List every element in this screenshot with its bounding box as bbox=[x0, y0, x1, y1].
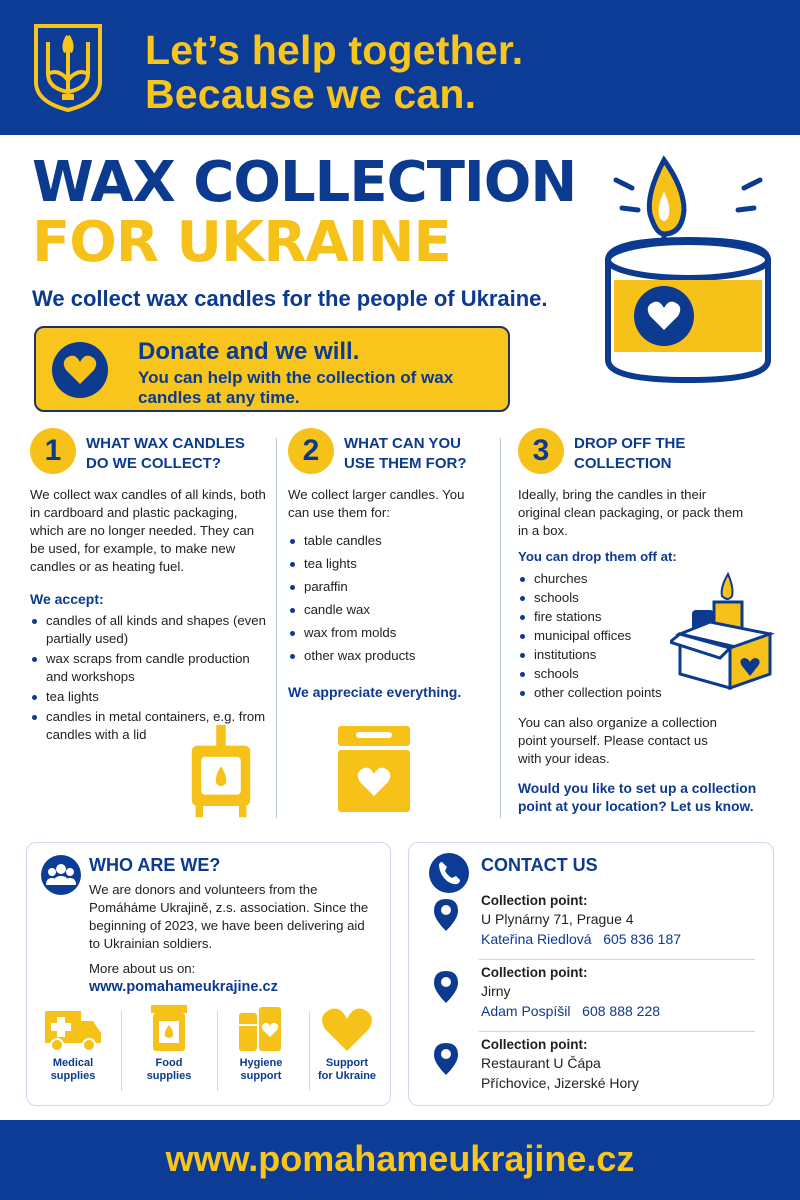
service-medical bbox=[27, 1003, 119, 1098]
location-pin-icon bbox=[431, 897, 461, 933]
service-label bbox=[27, 1057, 119, 1083]
heart-icon bbox=[315, 1003, 379, 1053]
column-title-line1: WHAT CAN YOU bbox=[344, 435, 461, 452]
collection-point bbox=[429, 965, 769, 1025]
column-title-line2: USE THEM FOR? bbox=[344, 455, 467, 472]
service-label-line1: Medical bbox=[52, 1057, 94, 1069]
box-candles-icon bbox=[670, 564, 780, 694]
collection-point bbox=[429, 1037, 769, 1097]
collection-point-address: U Plynárny 71, Prague 4 bbox=[481, 911, 634, 927]
list-item: other wax products bbox=[288, 647, 488, 665]
contact-person bbox=[481, 931, 681, 947]
column-divider bbox=[500, 438, 501, 818]
header-tagline bbox=[145, 28, 523, 116]
donate-title: Donate and we will. bbox=[138, 338, 360, 365]
collection-point-address-line2: Příchovice, Jizerské Hory bbox=[481, 1075, 639, 1091]
accept-heading: We accept: bbox=[30, 591, 104, 607]
service-food bbox=[123, 1003, 215, 1098]
collection-point-label: Collection point: bbox=[481, 1037, 588, 1052]
column-title-line1: DROP OFF THE bbox=[574, 435, 686, 452]
column-paragraph: Ideally, bring the candles in their original clean packaging, or pack them in a box. bbox=[518, 487, 744, 538]
footer-banner bbox=[0, 1120, 800, 1200]
service-label-line1: Support bbox=[325, 1057, 369, 1069]
list-item: candles in metal containers, e.g. from candles with a lid bbox=[30, 708, 270, 744]
organize-text: You can also organize a collection point yourself. Please contact us with your ideas. bbox=[518, 715, 717, 766]
footer-website-link[interactable]: www.pomahameukrajine.cz bbox=[165, 1138, 635, 1179]
contact-phone[interactable]: 608 888 228 bbox=[582, 1003, 661, 1019]
list-item: municipal offices bbox=[518, 627, 768, 645]
service-label-line2: supplies bbox=[146, 1070, 192, 1082]
more-about-label: More about us on: bbox=[89, 961, 196, 976]
list-item: other collection points bbox=[518, 684, 768, 702]
ambulance-icon bbox=[41, 1003, 105, 1053]
header-banner bbox=[0, 0, 800, 135]
contact-name: Adam Pospíšil bbox=[481, 1003, 571, 1019]
who-text: We are donors and volunteers from the Pomáháme Ukrajině, z.s. association. Since the beginning of 2023, we have been delivering aid to Ukrainian soldiers. bbox=[89, 882, 369, 951]
donation-box-icon bbox=[334, 722, 414, 818]
list-item: fire stations bbox=[518, 608, 768, 626]
step-number: 3 bbox=[518, 428, 564, 474]
donate-banner bbox=[34, 326, 510, 412]
service-label-line2: supplies bbox=[50, 1070, 96, 1082]
use-list bbox=[288, 532, 488, 665]
service-label bbox=[123, 1057, 215, 1083]
column-title bbox=[86, 434, 245, 474]
collection-point-address: Restaurant U Čápa bbox=[481, 1055, 601, 1071]
list-item: schools bbox=[518, 665, 768, 683]
step-number: 1 bbox=[30, 428, 76, 474]
contact-person bbox=[481, 1003, 660, 1019]
hygiene-cans-icon bbox=[229, 1003, 293, 1053]
column-paragraph: We collect larger candles. You can use them for: bbox=[288, 487, 465, 520]
list-item: churches bbox=[518, 570, 768, 588]
column-body bbox=[30, 486, 270, 744]
location-pin-icon bbox=[431, 969, 461, 1005]
service-label-line1: Food bbox=[155, 1057, 183, 1069]
page-title-line1: WAX COLLECTION bbox=[32, 150, 577, 215]
column-body bbox=[288, 486, 488, 701]
column-title-line1: WHAT WAX CANDLES bbox=[86, 435, 245, 452]
contact-title: CONTACT US bbox=[481, 855, 598, 875]
list-item: table candles bbox=[288, 532, 488, 550]
step-number: 2 bbox=[288, 428, 334, 474]
list-item: tea lights bbox=[30, 688, 270, 706]
tagline-line2: Because we can. bbox=[145, 71, 477, 117]
candle-icon bbox=[598, 150, 778, 390]
collection-point bbox=[429, 893, 769, 953]
service-label bbox=[215, 1057, 307, 1083]
list-item: candles of all kinds and shapes (even partially used) bbox=[30, 612, 270, 648]
heart-icon bbox=[50, 340, 110, 400]
appreciate-text: We appreciate everything. bbox=[288, 684, 462, 700]
column-divider bbox=[276, 438, 277, 818]
contact-card bbox=[408, 842, 774, 1106]
dropoff-heading: You can drop them off at: bbox=[518, 549, 677, 564]
column-title-line2: COLLECTION bbox=[574, 455, 672, 472]
service-label bbox=[301, 1057, 393, 1083]
divider bbox=[121, 1011, 122, 1091]
who-title: WHO ARE WE? bbox=[89, 855, 221, 875]
column-title-line2: DO WE COLLECT? bbox=[86, 455, 221, 472]
contact-name: Kateřina Riedlová bbox=[481, 931, 592, 947]
trident-icon bbox=[32, 22, 104, 112]
list-item: wax scraps from candle production and workshops bbox=[30, 650, 270, 686]
service-support bbox=[301, 1003, 393, 1098]
collection-point-label: Collection point: bbox=[481, 893, 588, 908]
list-item: wax from molds bbox=[288, 624, 488, 642]
contact-phone[interactable]: 605 836 187 bbox=[603, 931, 682, 947]
service-hygiene bbox=[215, 1003, 307, 1098]
list-item: paraffin bbox=[288, 578, 488, 596]
collection-point-label: Collection point: bbox=[481, 965, 588, 980]
page-title-line2: FOR UKRAINE bbox=[32, 210, 451, 275]
service-label-line2: for Ukraine bbox=[317, 1070, 377, 1082]
column-title bbox=[574, 434, 685, 474]
service-label-line2: support bbox=[240, 1070, 282, 1082]
people-icon bbox=[41, 855, 81, 895]
service-label-line1: Hygiene bbox=[239, 1057, 283, 1069]
divider bbox=[479, 959, 755, 960]
collection-point-address: Jirny bbox=[481, 983, 511, 999]
phone-icon bbox=[429, 853, 469, 893]
divider bbox=[479, 1031, 755, 1032]
who-are-we-card bbox=[26, 842, 391, 1106]
column-paragraph: We collect wax candles of all kinds, both in cardboard and plastic packaging, which are no longer needed. They can be used, for example, to make new candles or as heating fuel. bbox=[30, 487, 266, 574]
cta-text: Would you like to set up a collection point at your location? Let us know. bbox=[518, 781, 757, 814]
page-subtitle: We collect wax candles for the people of Ukraine. bbox=[32, 286, 548, 311]
donate-text: You can help with the collection of wax candles at any time. bbox=[138, 368, 454, 407]
list-item: candle wax bbox=[288, 601, 488, 619]
list-item: institutions bbox=[518, 646, 768, 664]
food-can-icon bbox=[137, 1003, 201, 1053]
list-item: tea lights bbox=[288, 555, 488, 573]
stove-icon bbox=[188, 724, 254, 820]
location-pin-icon bbox=[431, 1041, 461, 1077]
list-item: schools bbox=[518, 589, 768, 607]
website-link[interactable]: www.pomahameukrajine.cz bbox=[89, 979, 278, 995]
column-title bbox=[344, 434, 467, 474]
tagline-line1: Let’s help together. bbox=[145, 27, 524, 73]
